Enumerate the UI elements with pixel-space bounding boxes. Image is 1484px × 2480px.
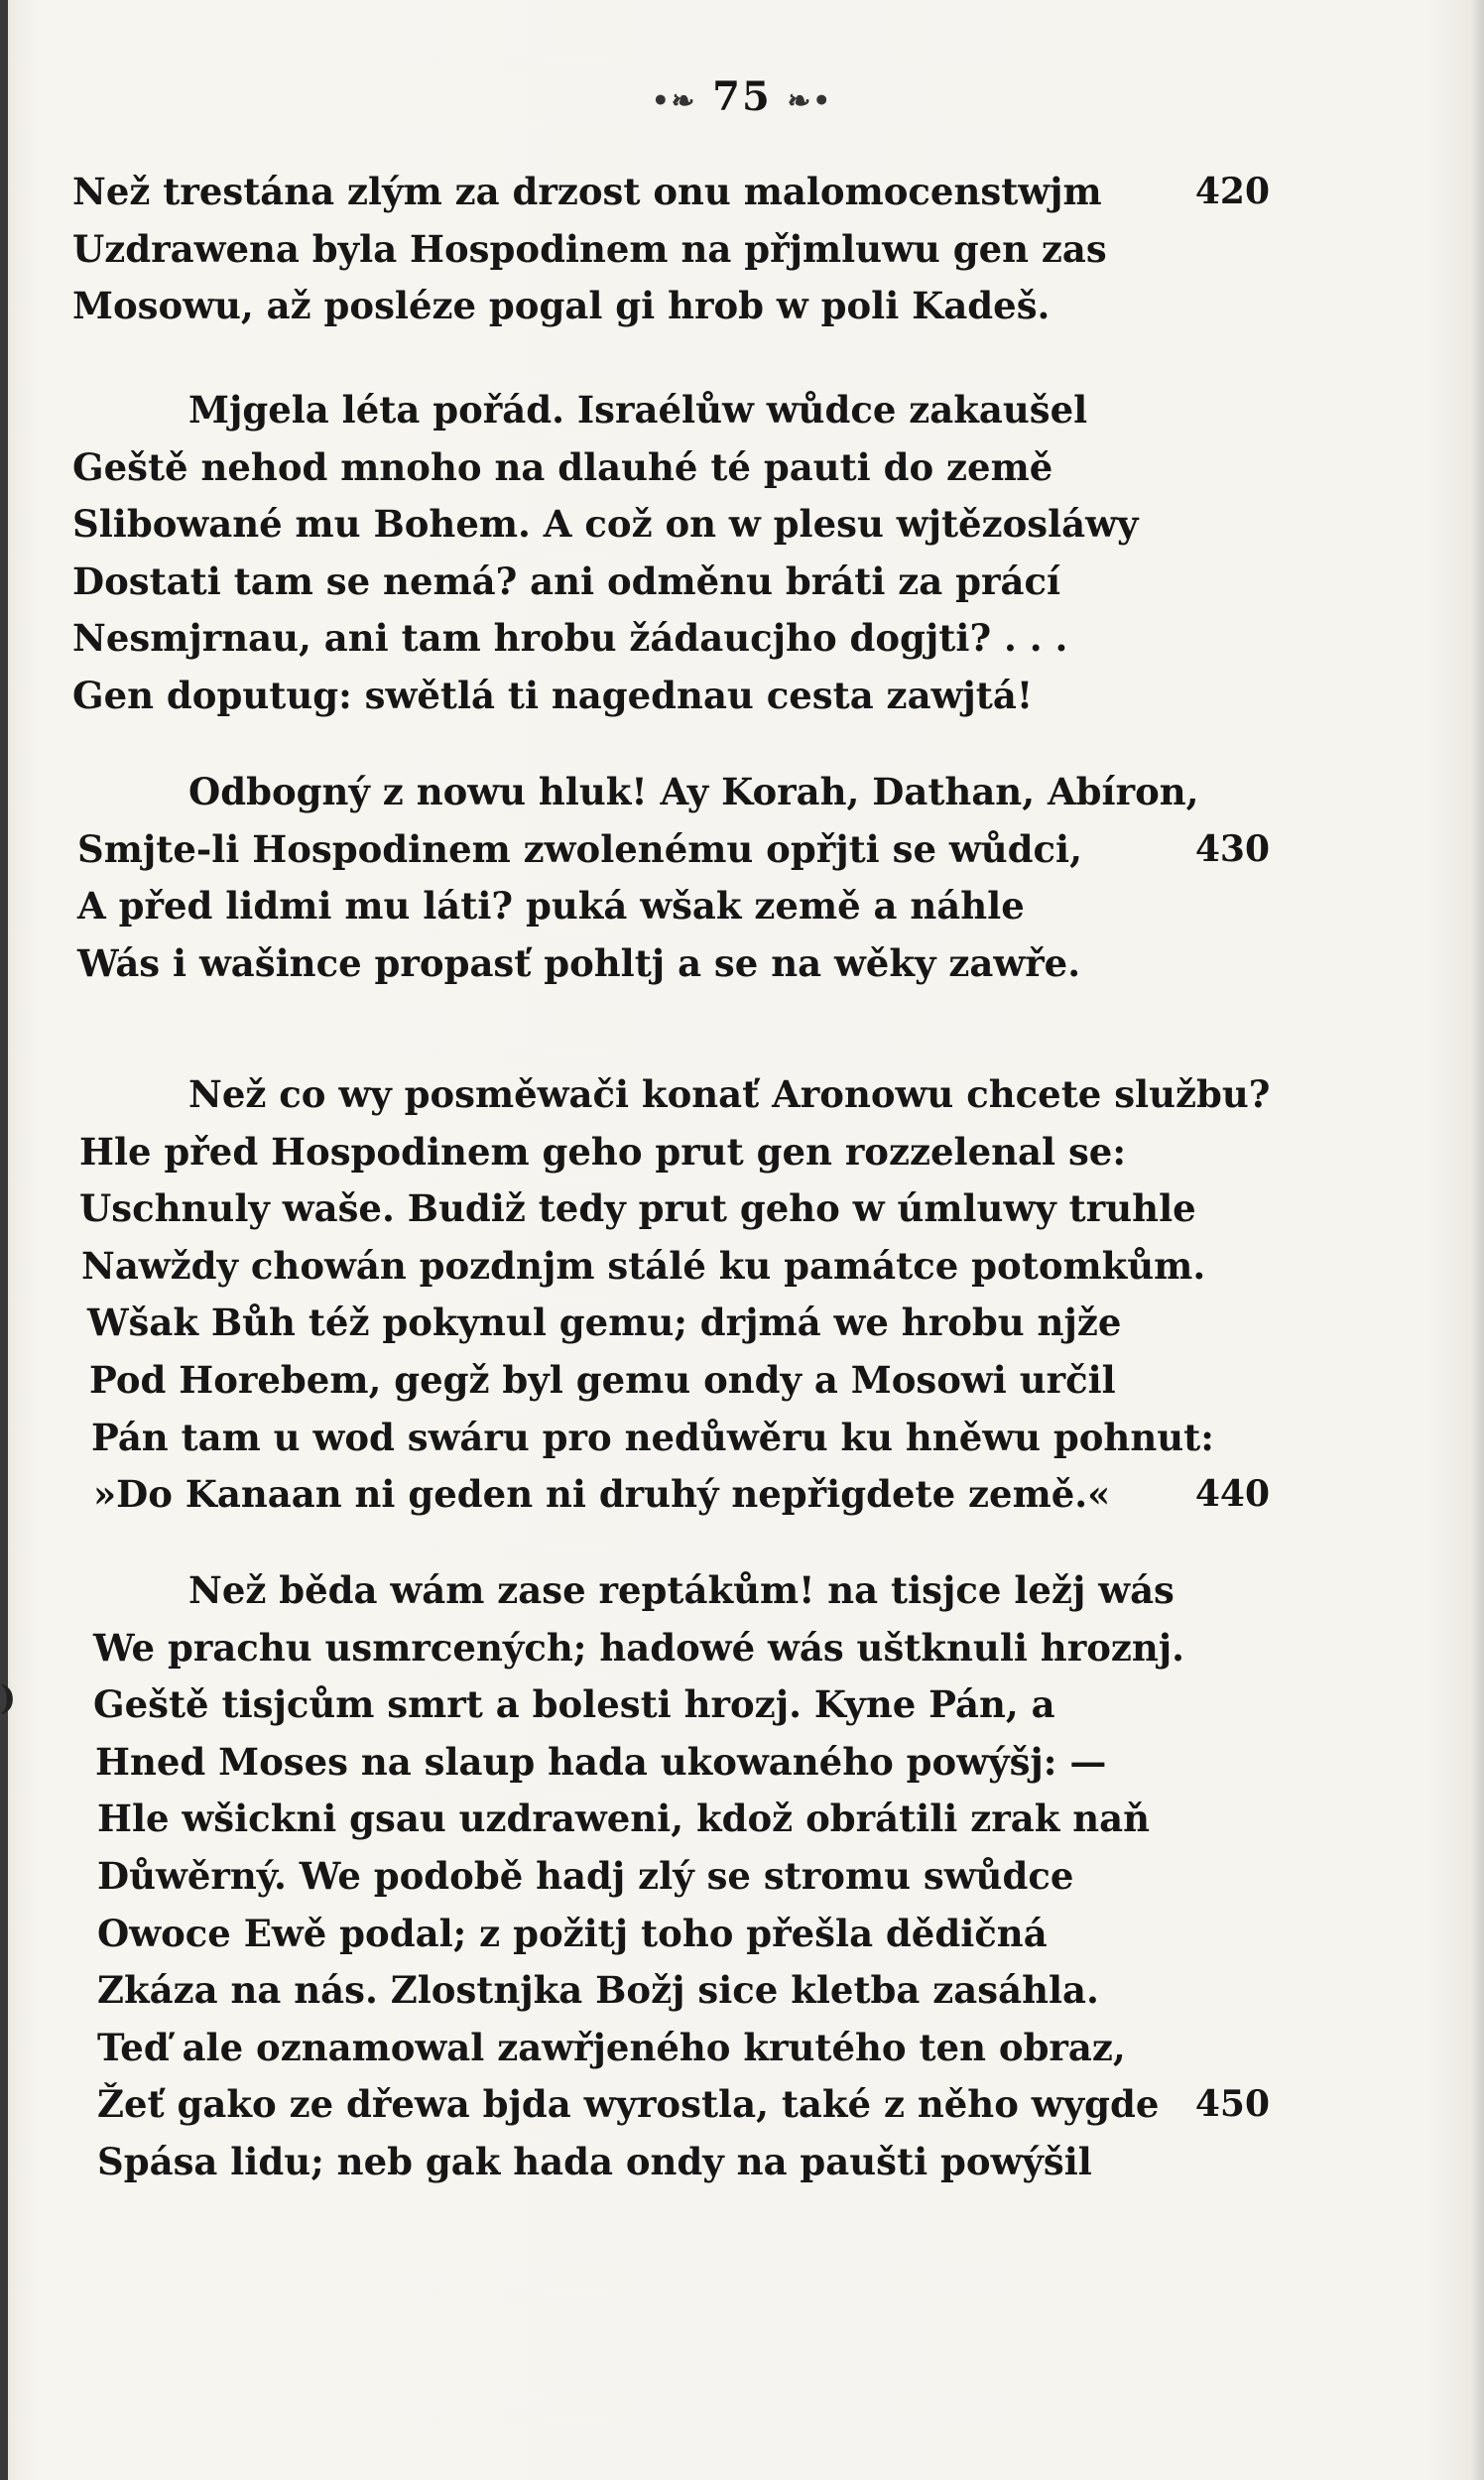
verse-text: We prachu usmrcených; hadowé wás uštknuli hroznj. xyxy=(93,1625,1185,1670)
verse-text: Než co wy posměwači konať Aronowu chcete službu? xyxy=(188,1072,1271,1116)
verse-text: Smjte-li Hospodinem zwolenému opřjti se wůdci, xyxy=(77,826,1082,871)
verse-line xyxy=(0,1962,1484,2020)
verse-line xyxy=(0,1124,1484,1181)
ornament-right: ❧• xyxy=(787,84,833,117)
verse-text: Mjgela léta pořád. Israélůw wůdce zakaušel xyxy=(188,388,1088,432)
verse-line xyxy=(0,496,1484,554)
verse-line xyxy=(0,1791,1484,1848)
verse-line xyxy=(0,610,1484,668)
verse-line xyxy=(0,221,1484,279)
verse-line xyxy=(0,668,1484,725)
stanza xyxy=(0,1066,1484,1524)
verse-text: Zkáza na nás. Zlostnjka Božj sice kletba zasáhla. xyxy=(97,1968,1099,2013)
verse-line xyxy=(0,1562,1484,1620)
verse-text: Geště nehod mnoho na dlauhé té pauti do země xyxy=(72,444,1053,489)
ornament-left: •❧ xyxy=(651,84,697,117)
verse-line xyxy=(0,1295,1484,1352)
verse-text: Mosowu, až posléze pogal gi hrob w poli Kadeš. xyxy=(72,284,1051,328)
verse-text: Hle wšickni gsau uzdraweni, kdož obrátili zrak naň xyxy=(97,1797,1151,1841)
verse-text: Slibowané mu Bohem. A což on w plesu wjtězosláwy xyxy=(72,502,1139,547)
verse-line xyxy=(0,1848,1484,1906)
verse-text: Owoce Ewě podal; z požitj toho přešla dědičná xyxy=(97,1911,1048,1955)
verse-line xyxy=(0,1238,1484,1296)
verse-text: Wás i wašince propasť pohltj a se na wěky zawře. xyxy=(77,940,1081,985)
verse-text: Hned Moses na slaup hada ukowaného powýšj: — xyxy=(95,1739,1107,1784)
verse-text: Hle před Hospodinem geho prut gen rozzelenal se: xyxy=(79,1129,1126,1174)
verse-line xyxy=(0,1352,1484,1410)
verse-text: Teď ale oznamowal zawřjeného krutého ten obraz, xyxy=(97,2025,1126,2069)
verse-line xyxy=(0,878,1484,935)
stanza xyxy=(0,764,1484,992)
stanza xyxy=(0,382,1484,725)
verse-line xyxy=(0,278,1484,335)
verse-text: Pod Horebem, gegž byl gemu ondy a Mosowi určil xyxy=(89,1357,1116,1402)
verse-text: Dostati tam se nemá? ani odměnu bráti za prácí xyxy=(72,558,1061,603)
verse-text: Geště tisjcům smrt a bolesti hrozj. Kyne Pán, a xyxy=(93,1682,1055,1727)
verse-line xyxy=(0,164,1484,221)
line-number: 430 xyxy=(1194,827,1270,870)
verse-line xyxy=(0,935,1484,993)
verse-line xyxy=(0,1066,1484,1124)
verse-text: Než běda wám zase reptákům! na tisjce ležj wás xyxy=(188,1568,1175,1612)
verse-line xyxy=(0,2076,1484,2134)
verse-text: Pán tam u wod swáru pro nedůwěru ku hněwu pohnut: xyxy=(91,1415,1214,1459)
stanza xyxy=(0,164,1484,335)
verse-line xyxy=(0,2020,1484,2077)
line-number: 440 xyxy=(1194,1473,1270,1516)
line-number: 420 xyxy=(1194,171,1270,212)
verse-line xyxy=(0,1620,1484,1677)
verse-line xyxy=(0,1466,1484,1524)
page-header xyxy=(0,73,1484,120)
page-number: 75 xyxy=(712,73,772,120)
line-number: 450 xyxy=(1194,2083,1270,2126)
verse-line xyxy=(0,1180,1484,1238)
verse-line xyxy=(0,2134,1484,2191)
verse-text: A před lidmi mu láti? puká wšak země a náhle xyxy=(77,884,1025,929)
verse-text: »Do Kanaan ni geden ni druhý nepřigdete země.« xyxy=(93,1472,1111,1517)
verse-text: Uzdrawena byla Hospodinem na přjmluwu gen zas xyxy=(72,226,1107,271)
verse-line xyxy=(0,764,1484,821)
verse-text: Spása lidu; neb gak hada ondy na paušti powýšil xyxy=(97,2139,1092,2183)
verse-line xyxy=(0,554,1484,611)
verse-text: Nawždy chowán pozdnjm stálé ku památce potomkům. xyxy=(81,1243,1206,1288)
verse-line xyxy=(0,382,1484,439)
verse-text: Gen doputug: swětlá ti nagednau cesta zawjtá! xyxy=(72,673,1034,717)
verse-text: Uschnuly waše. Budiž tedy prut geho w úmluwy truhle xyxy=(79,1186,1196,1231)
stanza xyxy=(0,1562,1484,2191)
verse-text: Wšak Bůh též pokynul gemu; drjmá we hrobu njže xyxy=(87,1301,1122,1345)
verse-text: Než trestána zlým za drzost onu malomocenstwjm xyxy=(72,170,1102,213)
verse-text: Důwěrný. We podobě hadj zlý se stromu swůdce xyxy=(97,1853,1074,1898)
edge-mark: ) xyxy=(0,1678,17,1718)
verse-line xyxy=(0,1734,1484,1792)
verse-line xyxy=(0,821,1484,879)
verse-line xyxy=(0,1906,1484,1963)
verse-text: Nesmjrnau, ani tam hrobu žádaucjho dogjti? . . . xyxy=(72,616,1068,661)
verse-text: Žeť gako ze dřewa bjda wyrostla, také z něho wygde xyxy=(97,2082,1160,2127)
verse-line xyxy=(0,439,1484,497)
verse-line xyxy=(0,1410,1484,1467)
verse-text: Odbogný z nowu hluk! Ay Korah, Dathan, Abíron, xyxy=(188,770,1199,813)
verse-line xyxy=(0,1676,1484,1734)
